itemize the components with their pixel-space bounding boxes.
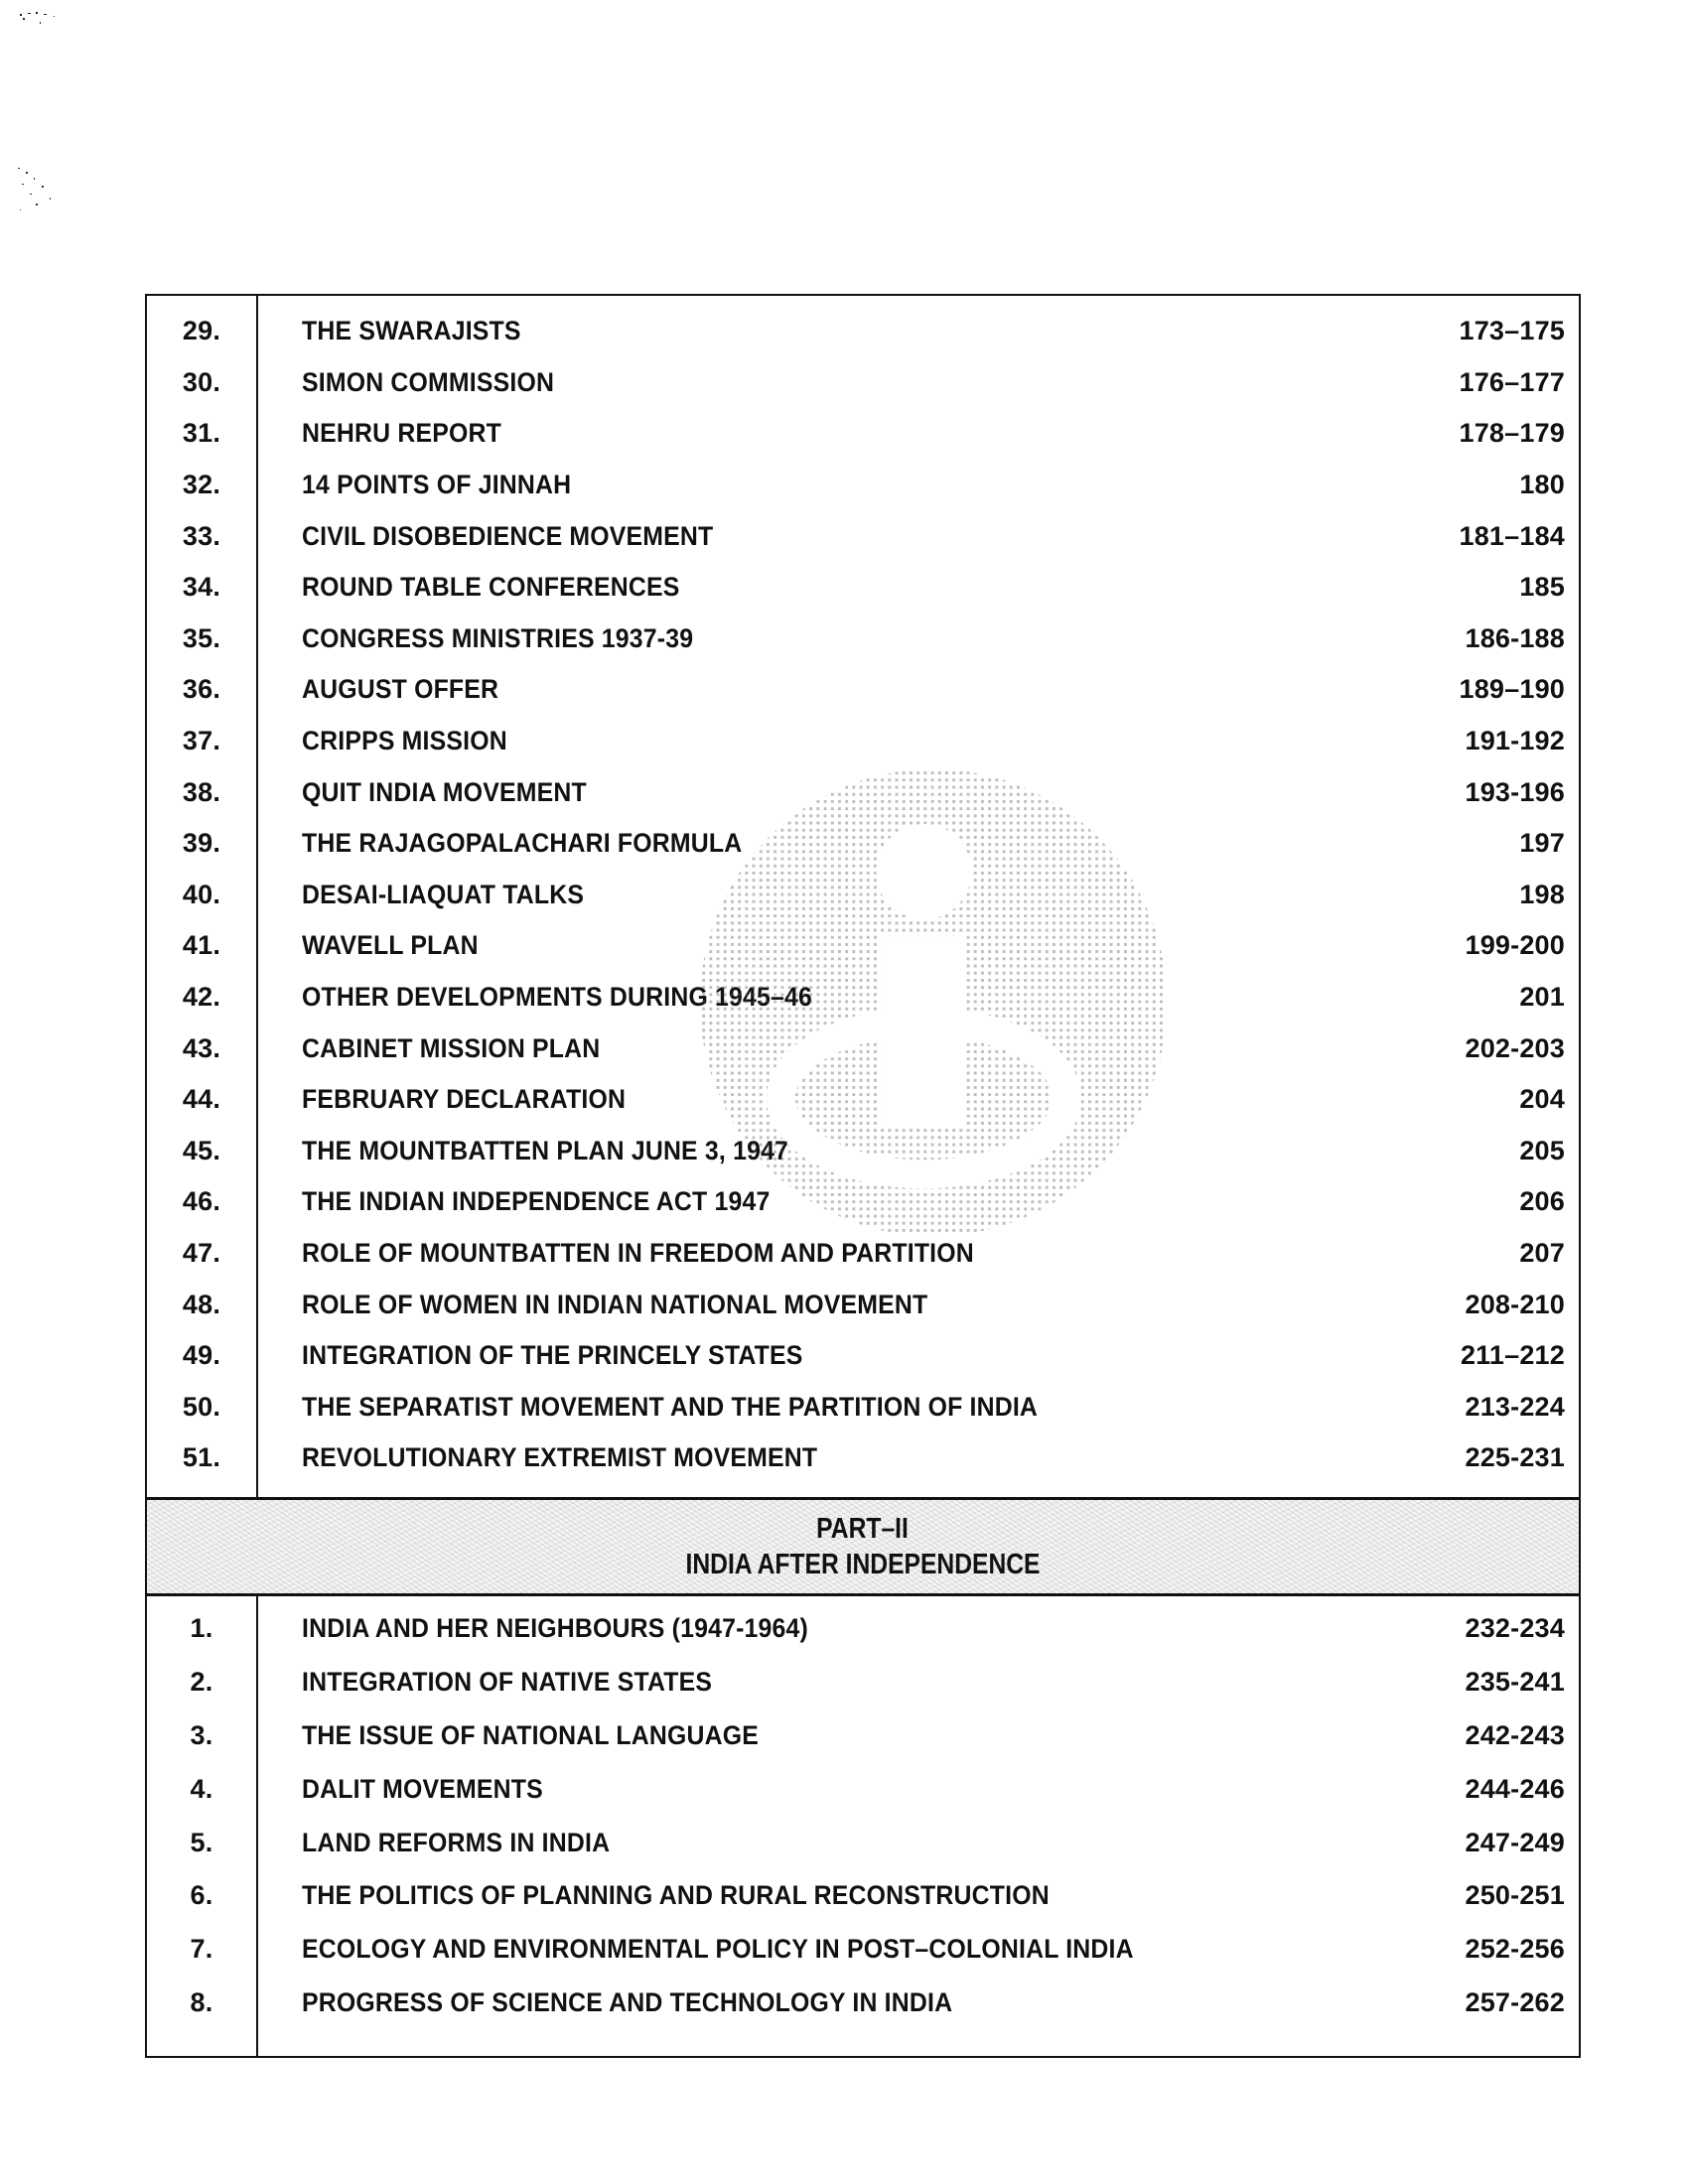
part2-banner <box>147 1497 1579 1596</box>
entry-number: 29. <box>182 316 221 346</box>
entry-title[interactable]: ROLE OF WOMEN IN INDIAN NATIONAL MOVEMENT <box>302 1289 928 1319</box>
entry-number: 1. <box>190 1613 213 1644</box>
toc-entry[interactable] <box>147 1656 1579 1709</box>
entry-title[interactable]: DALIT MOVEMENTS <box>302 1773 543 1804</box>
entry-title[interactable]: INTEGRATION OF NATIVE STATES <box>302 1667 713 1698</box>
entry-pages: 225-231 <box>1465 1442 1565 1473</box>
toc-entry[interactable] <box>147 870 1579 921</box>
entry-title[interactable]: INDIA AND HER NEIGHBOURS (1947-1964) <box>302 1613 808 1644</box>
toc-entry[interactable] <box>147 306 1579 357</box>
entry-title[interactable]: WAVELL PLAN <box>302 930 479 961</box>
entry-number: 2. <box>190 1667 213 1698</box>
entry-pages: 247-249 <box>1465 1827 1565 1857</box>
entry-title[interactable]: LAND REFORMS IN INDIA <box>302 1827 611 1857</box>
toc-entry[interactable] <box>147 1228 1579 1280</box>
toc-entry[interactable] <box>147 1126 1579 1177</box>
entry-number: 6. <box>190 1880 213 1911</box>
entry-pages: 244-246 <box>1465 1773 1565 1804</box>
entry-number: 4. <box>190 1773 213 1804</box>
entry-title[interactable]: THE ISSUE OF NATIONAL LANGUAGE <box>302 1719 760 1750</box>
entry-number: 36. <box>182 674 221 705</box>
entry-number: 51. <box>182 1442 221 1473</box>
entry-pages: 199-200 <box>1465 930 1565 961</box>
entry-number: 37. <box>182 726 221 756</box>
table-of-contents <box>145 294 1581 2058</box>
part-subtitle: INDIA AFTER INDEPENDENCE <box>685 1549 1041 1580</box>
entry-number: 38. <box>182 776 221 807</box>
entry-title[interactable]: FEBRUARY DECLARATION <box>302 1084 627 1115</box>
toc-entry[interactable] <box>147 1977 1579 2030</box>
entry-pages: 205 <box>1519 1135 1565 1165</box>
entry-pages: 204 <box>1519 1084 1565 1115</box>
entry-number: 30. <box>182 366 221 397</box>
entry-number: 50. <box>182 1391 221 1422</box>
entry-number: 48. <box>182 1289 221 1319</box>
part-label: PART–II <box>816 1513 910 1545</box>
entry-pages: 180 <box>1519 470 1565 500</box>
entry-number: 32. <box>182 470 221 500</box>
toc-entry[interactable] <box>147 1709 1579 1763</box>
entry-number: 46. <box>182 1186 221 1217</box>
entry-pages: 235-241 <box>1465 1667 1565 1698</box>
toc-entry[interactable] <box>147 357 1579 409</box>
entry-number: 49. <box>182 1340 221 1371</box>
toc-entry[interactable] <box>147 1869 1579 1923</box>
toc-entry[interactable] <box>147 460 1579 511</box>
entry-pages: 186-188 <box>1465 622 1565 653</box>
entry-pages: 242-243 <box>1465 1719 1565 1750</box>
entry-pages: 257-262 <box>1465 1986 1565 2017</box>
part1-section <box>147 296 1579 1497</box>
entry-number: 33. <box>182 520 221 551</box>
entry-pages: 197 <box>1519 828 1565 859</box>
toc-entry[interactable] <box>147 972 1579 1024</box>
entry-number: 39. <box>182 828 221 859</box>
toc-entry[interactable] <box>147 1816 1579 1869</box>
toc-entry[interactable] <box>147 1433 1579 1484</box>
scan-noise <box>14 164 73 223</box>
entry-number: 42. <box>182 982 221 1013</box>
toc-entry[interactable] <box>147 716 1579 767</box>
entry-title[interactable]: ROUND TABLE CONFERENCES <box>302 572 680 603</box>
entry-number: 35. <box>182 622 221 653</box>
entry-title[interactable]: INTEGRATION OF THE PRINCELY STATES <box>302 1340 803 1371</box>
entry-title[interactable]: NEHRU REPORT <box>302 418 501 449</box>
entry-pages: 202-203 <box>1465 1032 1565 1063</box>
entry-title[interactable]: THE SWARAJISTS <box>302 316 521 346</box>
toc-entry[interactable] <box>147 1330 1579 1382</box>
entry-number: 47. <box>182 1237 221 1268</box>
entry-title[interactable]: ECOLOGY AND ENVIRONMENTAL POLICY IN POST–COLONIAL INDIA <box>302 1934 1134 1965</box>
entry-title[interactable]: QUIT INDIA MOVEMENT <box>302 776 587 807</box>
toc-entry[interactable] <box>147 1602 1579 1656</box>
toc-entry[interactable] <box>147 1923 1579 1977</box>
entry-title[interactable]: CABINET MISSION PLAN <box>302 1032 601 1063</box>
entry-number: 43. <box>182 1032 221 1063</box>
entry-number: 7. <box>190 1934 213 1965</box>
entry-pages: 185 <box>1519 572 1565 603</box>
toc-entry[interactable] <box>147 1279 1579 1330</box>
entry-title[interactable]: THE INDIAN INDEPENDENCE ACT 1947 <box>302 1186 771 1217</box>
entry-pages: 176–177 <box>1459 366 1565 397</box>
entry-title[interactable]: AUGUST OFFER <box>302 674 499 705</box>
toc-entry[interactable] <box>147 408 1579 460</box>
entry-title[interactable]: ROLE OF MOUNTBATTEN IN FREEDOM AND PARTITION <box>302 1237 974 1268</box>
entry-pages: 198 <box>1519 879 1565 909</box>
entry-pages: 232-234 <box>1465 1613 1565 1644</box>
entry-pages: 189–190 <box>1459 674 1565 705</box>
entry-title[interactable]: DESAI-LIAQUAT TALKS <box>302 879 585 909</box>
scan-noise <box>14 8 73 48</box>
toc-entry[interactable] <box>147 1381 1579 1433</box>
toc-entry[interactable] <box>147 510 1579 562</box>
entry-pages: 213-224 <box>1465 1391 1565 1422</box>
entry-number: 8. <box>190 1986 213 2017</box>
entry-pages: 201 <box>1519 982 1565 1013</box>
entry-pages: 207 <box>1519 1237 1565 1268</box>
entry-pages: 193-196 <box>1465 776 1565 807</box>
entry-number: 3. <box>190 1719 213 1750</box>
entry-title[interactable]: THE POLITICS OF PLANNING AND RURAL RECONSTRUCTION <box>302 1880 1050 1911</box>
entry-pages: 173–175 <box>1459 316 1565 346</box>
toc-entry[interactable] <box>147 562 1579 614</box>
entry-pages: 206 <box>1519 1186 1565 1217</box>
toc-entry[interactable] <box>147 1762 1579 1816</box>
entry-pages: 208-210 <box>1465 1289 1565 1319</box>
entry-title[interactable]: CONGRESS MINISTRIES 1937-39 <box>302 622 694 653</box>
entry-title[interactable]: REVOLUTIONARY EXTREMIST MOVEMENT <box>302 1442 818 1473</box>
entry-number: 45. <box>182 1135 221 1165</box>
entry-number: 40. <box>182 879 221 909</box>
entry-title[interactable]: SIMON COMMISSION <box>302 366 555 397</box>
entry-number: 41. <box>182 930 221 961</box>
entry-pages: 181–184 <box>1459 520 1565 551</box>
entry-number: 31. <box>182 418 221 449</box>
entry-number: 44. <box>182 1084 221 1115</box>
toc-entry[interactable] <box>147 818 1579 870</box>
entry-number: 34. <box>182 572 221 603</box>
entry-number: 5. <box>190 1827 213 1857</box>
entry-pages: 211–212 <box>1460 1340 1565 1371</box>
toc-entry[interactable] <box>147 766 1579 818</box>
entry-title[interactable]: THE SEPARATIST MOVEMENT AND THE PARTITION OF INDIA <box>302 1391 1039 1422</box>
toc-entry[interactable] <box>147 1023 1579 1074</box>
entry-title[interactable]: OTHER DEVELOPMENTS DURING 1945–46 <box>302 982 813 1013</box>
entry-title[interactable]: THE RAJAGOPALACHARI FORMULA <box>302 828 743 859</box>
entry-pages: 178–179 <box>1459 418 1565 449</box>
entry-pages: 250-251 <box>1465 1880 1565 1911</box>
toc-entry[interactable] <box>147 920 1579 972</box>
toc-entry[interactable] <box>147 1176 1579 1228</box>
entry-title[interactable]: THE MOUNTBATTEN PLAN JUNE 3, 1947 <box>302 1135 789 1165</box>
entry-title[interactable]: CIVIL DISOBEDIENCE MOVEMENT <box>302 520 714 551</box>
entry-pages: 252-256 <box>1465 1934 1565 1965</box>
toc-entry[interactable] <box>147 1074 1579 1126</box>
entry-title[interactable]: PROGRESS OF SCIENCE AND TECHNOLOGY IN INDIA <box>302 1986 953 2017</box>
toc-entry[interactable] <box>147 664 1579 716</box>
entry-title[interactable]: CRIPPS MISSION <box>302 726 507 756</box>
entry-title[interactable]: 14 POINTS OF JINNAH <box>302 470 572 500</box>
entry-pages: 191-192 <box>1465 726 1565 756</box>
part2-section <box>147 1596 1579 2056</box>
toc-entry[interactable] <box>147 614 1579 665</box>
